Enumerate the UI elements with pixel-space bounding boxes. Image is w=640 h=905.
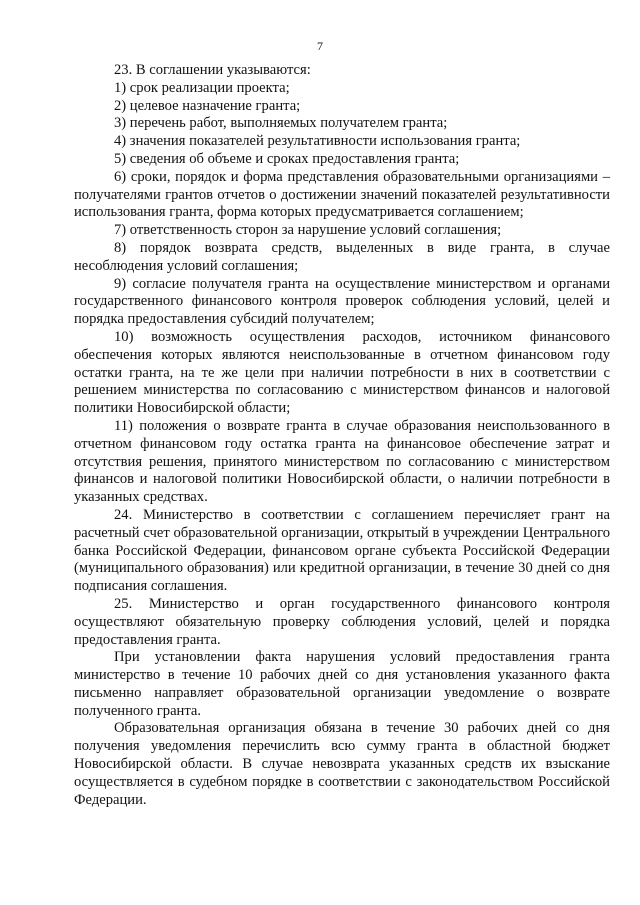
page-number: 7: [317, 39, 323, 53]
document-body: [74, 62, 610, 809]
list-item-7: 7) ответственность сторон за нарушение условий соглашения;: [114, 222, 502, 239]
list-item-11: 11) положения о возврате гранта в случае образования неиспользованного в отчетном финансовом году остатка гранта на финансовое обеспечение затрат и отсутствия решения, принятого министерством по согласованию с министерством финансов и налоговой политики Новосибирской области, о наличии потребности в указанных средствах.: [74, 417, 610, 506]
list-item-3: 3) перечень работ, выполняемых получателем гранта;: [114, 115, 448, 132]
list-item-1: 1) срок реализации проекта;: [114, 79, 290, 96]
list-item-2: 2) целевое назначение гранта;: [114, 97, 301, 114]
list-item-9: 9) согласие получателя гранта на осуществление министерством и органами государственного финансового контроля проверок соблюдения условий, целей и порядка предоставления субсидий получателем;: [74, 275, 610, 328]
list-item-10: 10) возможность осуществления расходов, источником финансового обеспечения которых являются неиспользованные в отчетном финансовом году остатки гранта, на те же цели при наличии потребности в них в соответствии с решением министерства по согласованию с министерством финансов и налоговой политики Новосибирской области;: [74, 328, 610, 417]
paragraph-23-header: 23. В соглашении указываются:: [114, 62, 311, 78]
list-item-8: 8) порядок возврата средств, выделенных в виде гранта, в случае несоблюдения условий соглашения;: [74, 239, 610, 274]
list-item-5: 5) сведения об объеме и сроках предоставления гранта;: [114, 150, 460, 167]
paragraph-24: 24. Министерство в соответствии с соглашением перечисляет грант на расчетный счет образовательной организации, открытый в учреждении Центрального банка Российской Федерации, финансовом органе субъекта Российской Федерации (муниципального образования) или кредитной организации, в течение 30 дней со дня подписания соглашения.: [74, 506, 610, 595]
paragraph-25: 25. Министерство и орган государственного финансового контроля осуществляют обязательную проверку соблюдения условий, целей и порядка предоставления гранта.: [74, 595, 610, 648]
paragraph-refund: Образовательная организация обязана в течение 30 рабочих дней со дня получения уведомления перечислить всю сумму гранта в областной бюджет Новосибирской области. В случае невозврата указанных средств их взыскание осуществляется в судебном порядке в соответствии с законодательством Российской Федерации.: [74, 720, 610, 808]
paragraph-violation: При установлении факта нарушения условий предоставления гранта министерство в течение 10 рабочих дней со дня установления указанного факта письменно направляет образовательной организации уведомление о возврате полученного гранта.: [74, 649, 610, 719]
list-item-4: 4) значения показателей результативности использования гранта;: [114, 133, 521, 150]
list-item-6: 6) сроки, порядок и форма представления образовательными организациями – получателями грантов отчетов о достижении значений показателей результативности использования гранта, форма которых предусматривается соглашением;: [74, 168, 610, 221]
